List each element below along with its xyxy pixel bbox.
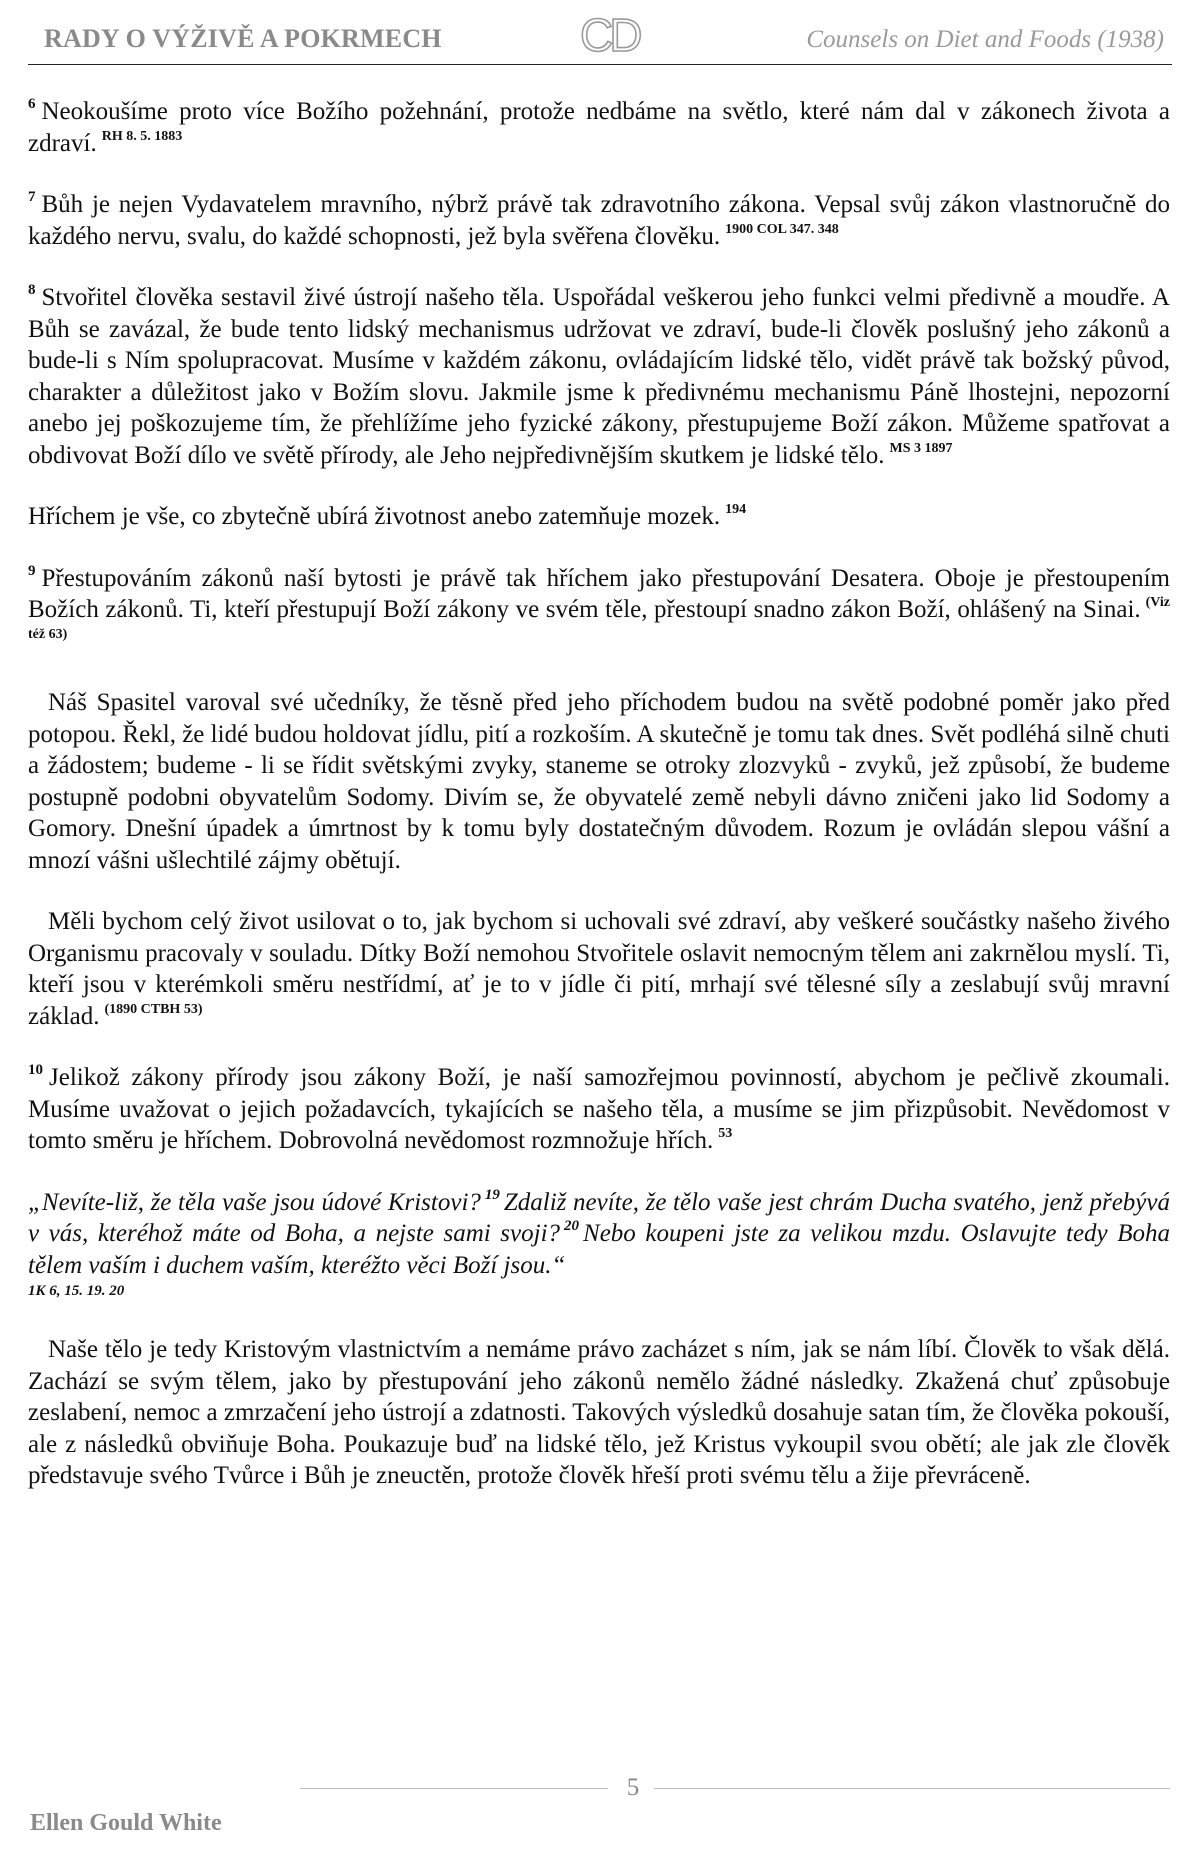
paragraph-number: 9 [28,562,36,579]
source-reference: 53 [718,1126,733,1141]
source-reference: (1890 CTBH 53) [104,1001,203,1017]
source-reference: 194 [725,502,747,517]
paragraph-text: Bůh je nejen Vydavatelem mravního, nýbrž právě tak zdravotního zákona. Vepsal svůj zákon vlastnoručně do každého nervu, svalu, do každé schopnosti, jež byla svěřena člověku. [28,191,1170,250]
quote-reference: 1K 6, 15. 19. 20 [28,1283,125,1299]
footer-divider-right [654,1788,1170,1789]
paragraph-text: Náš Spasitel varoval své učedníky, že těsně před jeho příchodem budou na světě podobné poměr jako před potopou. Řekl, že lidé budou holdovat jídlu, pití a rozkoším. A skutečně je tomu tak dnes. Svět podléhá silně chuti a žádostem; budeme - li se řídit světskými zvyky, staneme se otroky zlozvyků - zvyků, jež způsobí, že budeme postupně podobni obyvatelům Sodomy. Divím se, že obyvatelé země nebyli dávno zničeni jako lid Sodomy a Gomory. Dnešní úpadek a úmrtnost by k tomu byly dostatečným důvodem. Rozum je ovládán slepou vášní a mnozí vášni ušlechtilé zájmy obětují. [28,689,1170,874]
quote-part: Nebo koupeni jste za velikou mzdu. Oslavujte tedy Boha tělem vaším i duchem vaším, kteréžto věci Boží jsou.“ [28,1220,1170,1279]
paragraph-text: Jelikož zákony přírody jsou zákony Boží, je naší samozřejmou povinností, abychom je pečlivě zkoumali. Musíme uvažovat o jejich požadavcích, tykajících se našeho těla, a musíme se jim přizpůsobit. Nevědomost v tomto směru je hříchem. Dobrovolná nevědomost rozmnožuje hřích. [28,1064,1170,1154]
footer-divider-left [300,1788,608,1789]
quote-part: Zdaliž nevíte, že tělo vaše jest chrám Ducha svatého, jenž přebývá v vás, kteréhož máte od Boha, a nejste sami svoji? [28,1188,1171,1247]
paragraph-final [28,1334,1170,1492]
source-reference: (Viz též 63) [28,595,1170,642]
verse-number: 19 [484,1186,500,1203]
paragraph-7 [28,189,1170,252]
paragraph-savior [28,687,1170,876]
paragraph-text: Naše tělo je tedy Kristovým vlastnictvím a nemáme právo zacházet s ním, jak se nám líbí. Člověk to však dělá. Zachází se svým tělem, jako by přestupování jeho zákonů nemělo žádné následky. Zkažená chuť způsobuje zeslabení, nemoc a zmrzačení jeho ústrojí a zdatnosti. Takových výsledků dosahuje satan tím, že člověka pokouší, ale z následků obviňuje Boha. Poukazuje buď na lidské tělo, jež Kristus vykoupil svou obětí; ale jak zle člověk představuje svého Tvůrce i Bůh je zneuctěn, protože člověk hřeší proti svému tělu a žije převráceně. [28,1336,1170,1489]
paragraph-6 [28,96,1170,159]
paragraph-health [28,906,1170,1032]
page-body [28,96,1170,1522]
footer-author: Ellen Gould White [30,1810,222,1836]
paragraph-sin [28,501,1170,533]
source-reference: RH 8. 5. 1883 [101,128,183,144]
quote-part: „Nevíte-liž, že těla vaše jsou údové Kristovi? [28,1188,481,1216]
page-header [28,8,1172,64]
paragraph-text: Hříchem je vše, co zbytečně ubírá životnost anebo zatemňuje mozek. [28,503,721,530]
paragraph-8 [28,282,1170,471]
header-book-title: RADY O VÝŽIVĚ A POKRMECH [44,24,442,53]
paragraph-number: 7 [28,189,36,205]
page-number: 5 [626,1774,640,1801]
paragraph-9 [28,563,1170,658]
paragraph-text: Přestupováním zákonů naší bytosti je právě tak hříchem jako přestupování Desatera. Oboje je přestoupením Božích zákonů. Ti, kteří přestupují Boží zákony ve svém těle, přestoupí snadno zákon Boží, ohlášený na Sinai. [28,564,1170,623]
scripture-quote [28,1187,1170,1282]
source-reference: 1900 COL 347. 348 [725,221,839,237]
verse-number: 20 [564,1218,580,1234]
paragraph-text: Neokoušíme proto více Božího požehnání, protože nedbáme na světlo, které nám dal v zákonech života a zdraví. [28,98,1170,157]
source-reference: MS 3 1897 [889,440,953,456]
paragraph-text: Stvořitel člověka sestavil živé ústrojí našeho těla. Uspořádal veškerou jeho funkci velmi předivně a moudře. A Bůh se zavázal, že bude tento lidský mechanismus udržovat ve zdraví, bude-li člověk poslušný jeho zákonů a bude-li s Ním spolupracovat. Musíme v každém zákonu, ovládajícím lidské tělo, vidět právě tak božský původ, charakter a důležitost jako v Božím slovu. Jakmile jsme k předivnému mechanismu Páně lhostejni, nepozorní anebo jej poškozujeme tím, že přehlížíme jeho fyzické zákony, přestupujeme Boží zákon. Můžeme spatřovat a obdivovat Boží dílo ve světě přírody, ale Jeho nejpředivnějším skutkem je lidské tělo. [28,284,1170,469]
paragraph-10 [28,1062,1170,1157]
header-logo: CD [580,9,639,61]
header-english-title: Counsels on Diet and Foods (1938) [806,26,1164,53]
paragraph-number: 8 [28,282,36,298]
header-divider [28,64,1172,65]
paragraph-number: 6 [28,96,36,112]
paragraph-text: Měli bychom celý život usilovat o to, jak bychom si uchovali své zdraví, aby veškeré součástky našeho živého Organismu pracovaly v souladu. Dítky Boží nemohou Stvořitele oslavit nemocným tělem ani zakrnělou myslí. Ti, kteří jsou v kterémkoli směru nestřídmí, ať je to v jídle či pití, mrhají své tělesné síly a zeslabují svůj mravní základ. [28,908,1170,1030]
paragraph-number: 10 [28,1062,43,1078]
